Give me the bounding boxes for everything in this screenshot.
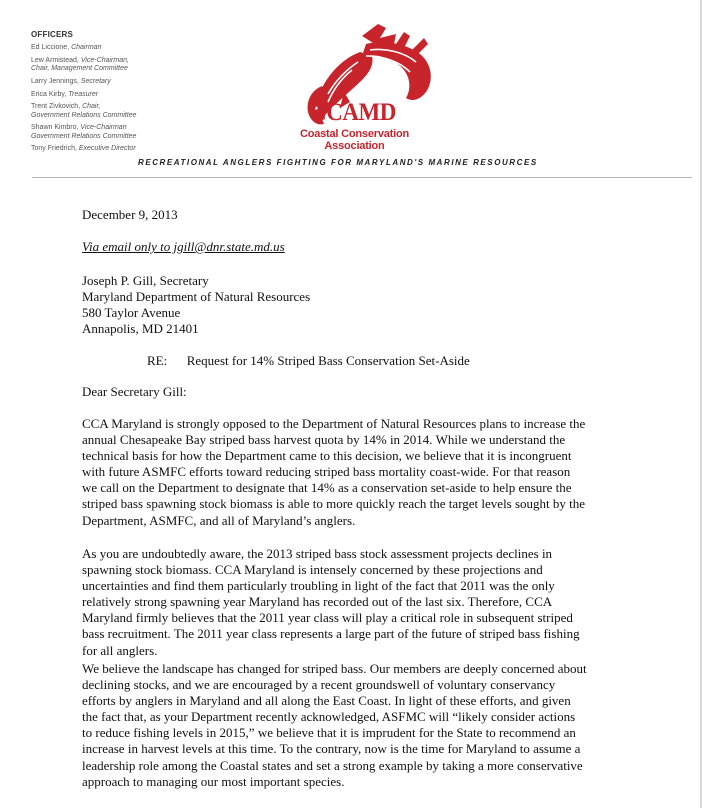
officer-title: Secretary <box>80 77 111 85</box>
officer-name: Trent Zivkovich, <box>31 103 81 111</box>
officer-name: Erica Kirby, <box>31 90 67 98</box>
paragraph-line: As you are undoubtedly aware, the 2013 striped bass stock assessment projects declines in <box>82 546 553 561</box>
subject-label: RE: <box>147 353 168 368</box>
paragraph-line: bass recruitment. The 2011 year class represents a large part of the future of striped bass fishing <box>82 626 580 642</box>
officer-name: Ed Liccione, <box>31 44 70 51</box>
address-line: Joseph P. Gill, Secretary <box>82 273 209 288</box>
paragraph-line: Department, ASMFC, and all of Maryland’s anglers. <box>82 512 356 528</box>
officer-title: Treasurer <box>68 90 99 98</box>
officer-title: Executive Director <box>78 145 136 153</box>
paragraph-line: for all anglers. <box>82 642 158 658</box>
paragraph-line: with future ASMFC efforts toward reducing striped bass mortality coast-wide. For that reason <box>82 464 571 480</box>
subject-text: Request for 14% Striped Bass Conservation Set-Aside <box>186 353 470 368</box>
letter-date: December 9, 2013 <box>82 207 178 222</box>
body-paragraph <box>82 661 684 790</box>
officer-name: Shawn Kimbro, <box>31 124 79 132</box>
officer-title: Chair, Management Committee <box>31 65 128 72</box>
officer-entry <box>31 44 171 52</box>
paragraph-line: increase in harvest levels at this time. To the contrary, now is the time for Maryland to assume a <box>82 741 581 757</box>
address-line: Maryland Department of Natural Resources <box>82 289 311 304</box>
paragraph-line: leadership role among the Coastal states and set a strong example by taking a more conservative <box>82 757 583 773</box>
officers-heading: OFFICERS <box>31 30 74 39</box>
paragraph-line: CCA Maryland is strongly opposed to the Department of Natural Resources plans to increase the <box>82 416 586 431</box>
salutation: Dear Secretary Gill: <box>82 384 187 399</box>
paragraph-line: uncertainties and find them particularly troubling in light of the fact that 2011 was the only <box>82 578 555 594</box>
tagline: RECREATIONAL ANGLERS FIGHTING FOR MARYLAND'S MARINE RESOURCES <box>138 158 538 167</box>
paragraph-line: efforts by anglers in Maryland and all along the East Coast. In light of these efforts, and given <box>82 693 571 709</box>
officer-title: Vice-Chairman <box>80 124 127 132</box>
paragraph-line: Maryland firmly believes that the 2011 year class will play a critical role in subsequent striped <box>82 610 573 626</box>
subject-line <box>147 353 470 369</box>
paragraph-line: to reduce fishing levels in 2015,” we believe that it is imprudent for the State to recommend an <box>82 725 576 741</box>
officer-entry <box>31 91 171 99</box>
officer-entry <box>31 103 171 119</box>
via-email-link[interactable]: Via email only to jgill@dnr.state.md.us <box>82 239 285 254</box>
paragraph-line: relatively strong spawning year Maryland has recorded out of the last six. Therefore, CCA <box>82 594 553 610</box>
body-paragraph <box>82 546 684 659</box>
officer-entry <box>31 124 171 140</box>
officers-list <box>31 30 171 158</box>
officer-title: Chairman <box>71 44 102 51</box>
logo-wordmark: CCAMD <box>310 99 396 126</box>
officer-title: Government Relations Committee <box>31 111 137 119</box>
paragraph-line: technical basis for how the Department came to this decision, we believe that it is incongruent <box>82 448 572 464</box>
paragraph-line: declining stocks, and we are encouraged by a recent groundswell of voluntary conservancy <box>82 677 556 693</box>
paragraph-line: We believe the landscape has changed for striped bass. Our members are deeply concerned about <box>82 661 587 676</box>
officer-entry <box>31 57 171 73</box>
officer-entry <box>31 145 171 153</box>
paragraph-line: approach to managing our most important species. <box>82 773 345 789</box>
paragraph-line: the fact that, as your Department recently acknowledged, ASFMC will “likely consider actions <box>82 709 576 725</box>
officer-name: Lew Armistead, <box>31 56 79 64</box>
paragraph-line: we call on the Department to designate that 14% as a conservation set-aside to help ensure the <box>82 480 572 496</box>
officer-name: Tony Friedrich, <box>31 145 77 153</box>
address-line: 580 Taylor Avenue <box>82 305 181 320</box>
officer-name: Larry Jennings, <box>31 77 79 85</box>
officer-title: Vice-Chairman, <box>80 56 129 64</box>
paragraph-line: spawning stock biomass. CCA Maryland is intensely concerned by these projections and <box>82 562 543 578</box>
officer-entry <box>31 78 171 86</box>
logo-subtitle: Coastal Conservation Association <box>299 128 410 152</box>
paragraph-line: annual Chesapeake Bay striped bass harvest quota by 14% in 2014. While we understand the <box>82 432 566 448</box>
body-paragraph <box>82 416 684 529</box>
address-line: Annapolis, MD 21401 <box>82 321 199 336</box>
paragraph-line: striped bass spawning stock biomass is able to more quickly reach the target levels sought by the <box>82 496 586 512</box>
officer-title: Government Relations Committee <box>31 132 137 140</box>
header-divider <box>32 177 692 178</box>
recipient-address <box>82 273 310 337</box>
officer-title: Chair, <box>82 103 101 111</box>
